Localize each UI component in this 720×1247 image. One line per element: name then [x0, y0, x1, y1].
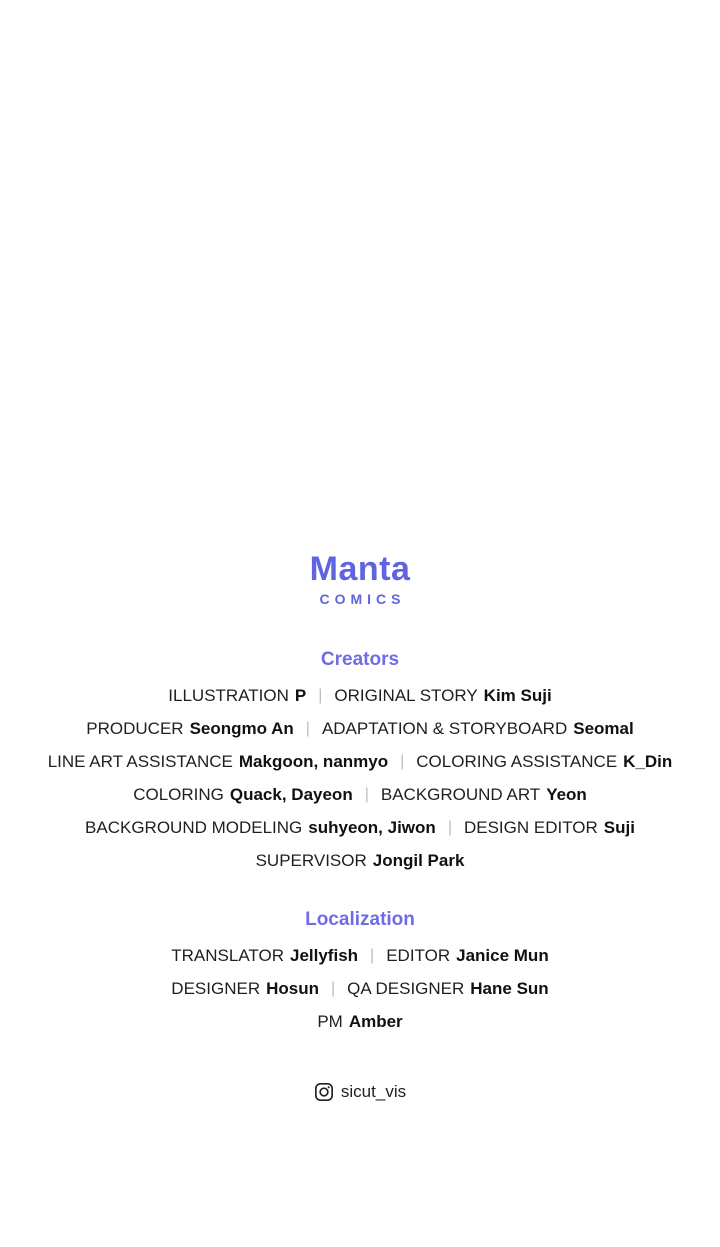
credit-line: [0, 713, 720, 746]
role-label: COLORING ASSISTANCE: [416, 752, 618, 771]
instagram-handle: sicut_vis: [340, 1082, 407, 1101]
credit-name: Kim Suji: [483, 686, 552, 705]
localization-heading: Localization: [305, 909, 415, 930]
credit-name: K_Din: [623, 752, 673, 771]
credit-line: [0, 746, 720, 779]
credit-name: Seomal: [573, 719, 634, 738]
divider-bar: |: [330, 980, 336, 997]
credit-name: Hosun: [266, 979, 319, 998]
divider-bar: |: [370, 947, 375, 964]
role-label: ILLUSTRATION: [168, 686, 289, 705]
credit-name: P: [294, 686, 307, 705]
role-label: DESIGN EDITOR: [463, 818, 598, 837]
credit-line: [0, 845, 720, 877]
role-label: DESIGNER: [171, 979, 261, 998]
role-label: COLORING: [133, 785, 224, 804]
localization-credit-list: [0, 940, 720, 1038]
credit-name: Yeon: [546, 785, 587, 804]
role-label: SUPERVISOR: [255, 851, 367, 870]
credit-line: [0, 1006, 720, 1038]
credit-name: Jongil Park: [372, 851, 465, 870]
manta-logo: Manta: [309, 550, 411, 588]
credit-name: Amber: [348, 1012, 403, 1031]
role-label: ORIGINAL STORY: [334, 686, 478, 705]
credit-line: [0, 940, 720, 973]
role-label: QA DESIGNER: [347, 979, 465, 998]
divider-bar: |: [318, 687, 323, 704]
credit-line: [0, 812, 720, 845]
credit-name: Makgoon, nanmyo: [238, 752, 389, 771]
creators-heading: Creators: [320, 649, 400, 670]
credit-name: suhyeon, Jiwon: [308, 818, 436, 837]
role-label: BACKGROUND MODELING: [85, 818, 303, 837]
credit-name: Quack, Dayeon: [229, 785, 353, 804]
role-label: BACKGROUND ART: [380, 785, 541, 804]
role-label: PRODUCER: [86, 719, 184, 738]
credit-name: Hane Sun: [470, 979, 549, 998]
credit-line: [0, 680, 720, 713]
role-label: TRANSLATOR: [171, 946, 284, 965]
credit-name: Janice Mun: [456, 946, 549, 965]
divider-bar: |: [447, 819, 452, 836]
role-label: EDITOR: [386, 946, 451, 965]
divider-bar: |: [305, 720, 310, 737]
role-label: PM: [317, 1012, 343, 1031]
credit-line: [0, 779, 720, 812]
role-label: ADAPTATION & STORYBOARD: [321, 719, 568, 738]
credit-line: [0, 973, 720, 1006]
credit-name: Suji: [603, 818, 635, 837]
role-label: LINE ART ASSISTANCE: [47, 752, 233, 771]
manta-comics-label: COMICS: [319, 591, 406, 607]
divider-bar: |: [364, 786, 369, 803]
instagram-icon: [314, 1082, 334, 1102]
social-row: [0, 1082, 720, 1102]
creators-credit-list: [0, 680, 720, 877]
credit-name: Seongmo An: [189, 719, 294, 738]
divider-bar: |: [400, 753, 405, 770]
credit-name: Jellyfish: [290, 946, 359, 965]
